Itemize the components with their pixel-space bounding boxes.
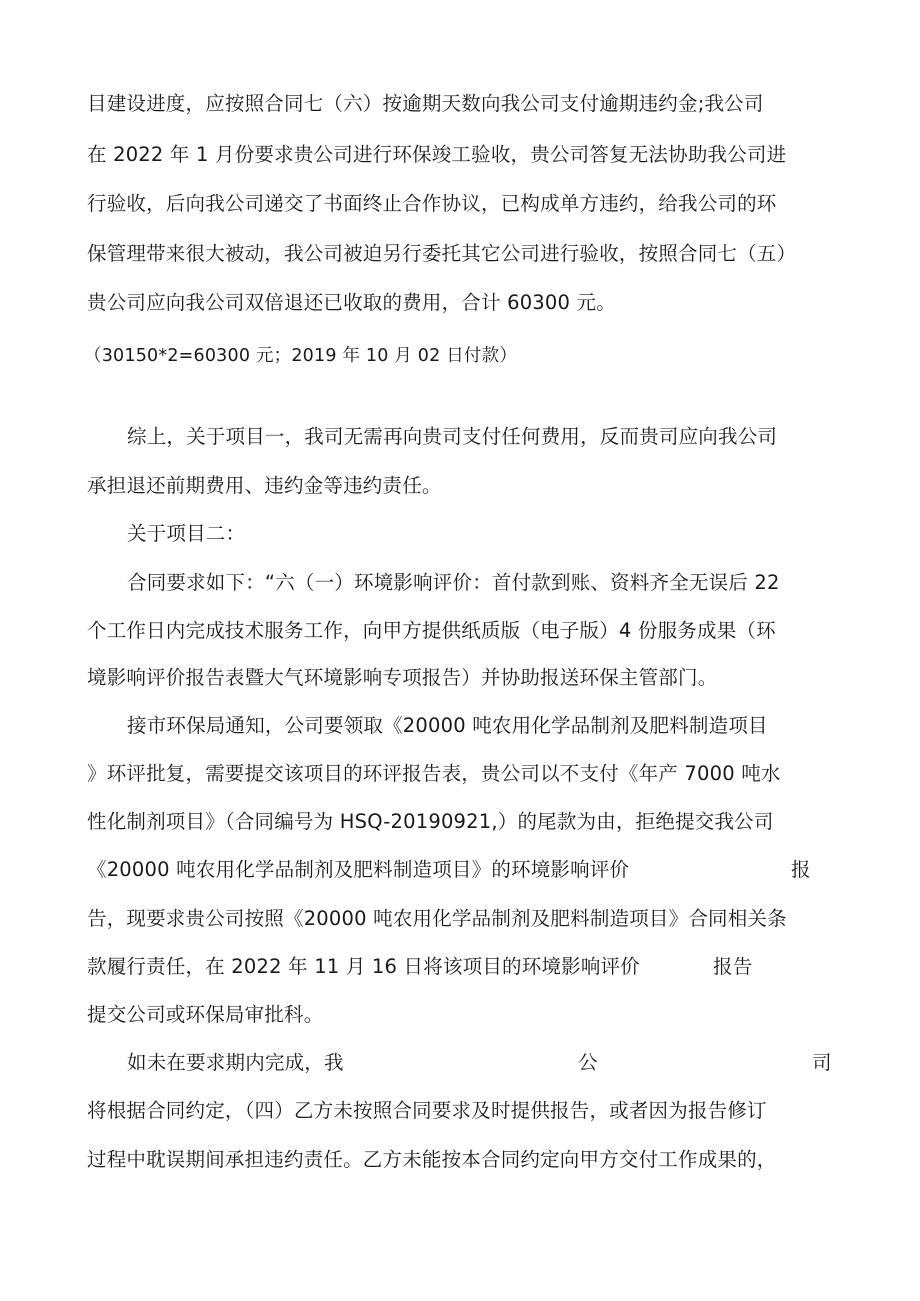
text-line: 综上，关于项目一，我司无需再向贵司支付任何费用，反而贵司应向我公司	[127, 425, 778, 448]
text-segment: 报告	[713, 955, 753, 978]
text-line: 性化制剂项目》（合同编号为 HSQ-20190921,）的尾款为由，拒绝提交我公司	[87, 810, 774, 833]
text-line	[87, 856, 629, 884]
text-line: 告，现要求贵公司按照《20000 吨农用化学品制剂及肥料制造项目》合同相关条	[87, 907, 787, 930]
text-line: 在 2022 年 1 月份要求贵公司进行环保竣工验收，贵公司答复无法协助我公司进	[87, 143, 787, 166]
text-line: 过程中耽误期间承担违约责任。乙方未能按本合同约定向甲方交付工作成果的，	[87, 1148, 777, 1171]
text-line: 个工作日内完成技术服务工作，向甲方提供纸质版（电子版）4 份服务成果（环	[87, 619, 776, 642]
text-line: 》环评批复，需要提交该项目的环评报告表，贵公司以不支付《年产 7000 吨水	[87, 762, 781, 785]
text-line: 提交公司或环保局审批科。	[87, 1003, 324, 1026]
text-line: 目建设进度，应按照合同七（六）按逾期天数向我公司支付逾期违约金;我公司	[87, 92, 764, 115]
text-line: 接市环保局通知，公司要领取《20000 吨农用化学品制剂及肥料制造项目	[127, 714, 768, 737]
text-line: 合同要求如下：“六（一）环境影响评价：首付款到账、资料齐全无误后 22	[127, 571, 780, 594]
text-line: 款履行责任，在 2022 年 11 月 16 日将该项目的环境影响评价	[87, 955, 640, 978]
calculation-note: （30150*2=60300 元；2019 年 10 月 02 日付款）	[84, 346, 518, 366]
text-line: 将根据合同约定，（四）乙方未按照合同要求及时提供报告，或者因为报告修订	[87, 1099, 767, 1122]
text-segment: 公	[578, 1051, 598, 1074]
text-segment: 如未在要求期内完成，我	[127, 1051, 344, 1074]
text-segment: 报	[791, 858, 811, 881]
text-line: 贵公司应向我公司双倍退还已收取的费用，合计 60300 元。	[87, 291, 616, 314]
text-line: 境影响评价报告表暨大气环境影响专项报告）并协助报送环保主管部门。	[87, 666, 718, 689]
section-heading: 关于项目二：	[127, 522, 246, 545]
text-line: 承担退还前期费用、违约金等违约责任。	[87, 474, 442, 497]
text-line: 行验收，后向我公司递交了书面终止合作协议，已构成单方违约，给我公司的环	[87, 192, 777, 215]
text-segment: 《20000 吨农用化学品制剂及肥料制造项目》的环境影响评价	[87, 858, 630, 881]
text-line: 保管理带来很大被动，我公司被迫另行委托其它公司进行验收，按照合同七（五）	[87, 242, 797, 265]
text-segment: 司	[812, 1051, 832, 1074]
